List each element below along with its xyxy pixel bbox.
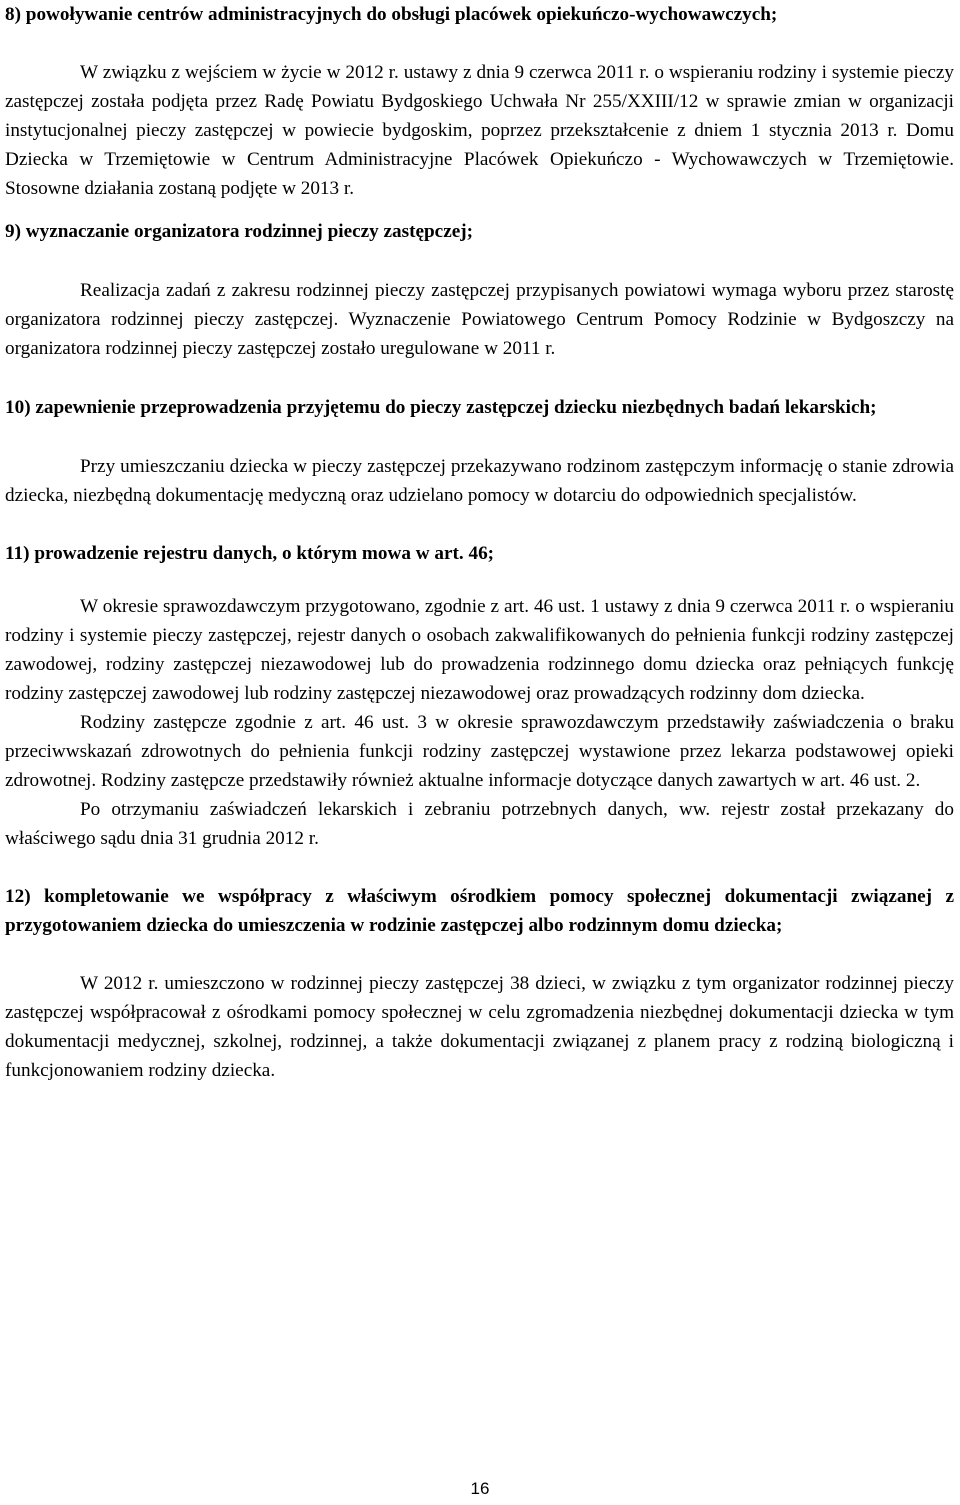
section-8 — [5, 0, 954, 203]
section-paragraph: W 2012 r. umieszczono w rodzinnej pieczy zastępczej 38 dzieci, w związku z tym organizator rodzinnej pieczy zastępczej współpracował z ośrodkami pomocy społecznej w celu zgromadzenia niezbędnej dokumentacji dziecka w tym dokumentacji medycznej, szkolnej, rodzinnej, a także dokumentacji związanej z planem pracy z rodziną biologiczną i funkcjonowaniem rodziny dziecka. — [5, 973, 954, 1081]
page-number: 16 — [470, 1479, 490, 1498]
section-9 — [5, 203, 954, 363]
section-10 — [5, 363, 954, 510]
section-paragraph: Po otrzymaniu zaświadczeń lekarskich i zebraniu potrzebnych danych, ww. rejestr został przekazany do właściwego sądu dnia 31 grudnia 2012 r. — [5, 799, 954, 849]
section-paragraph: Przy umieszczaniu dziecka w pieczy zastępczej przekazywano rodzinom zastępczym informację o stanie zdrowia dziecka, niezbędną dokumentację medyczną oraz udzielano pomocy w dotarciu do odpowiednich specjalistów. — [5, 456, 954, 506]
section-paragraph: W związku z wejściem w życie w 2012 r. ustawy z dnia 9 czerwca 2011 r. o wspieraniu rodziny i systemie pieczy zastępczej została podjęta przez Radę Powiatu Bydgoskiego Uchwała Nr 255/XXIII/12 w sprawie zmian w organizacji instytucjonalnej pieczy zastępczej w powiecie bydgoskim, poprzez przekształcenie z dniem 1 stycznia 2013 r. Domu Dziecka w Trzemiętowie w Centrum Administracyjne Placówek Opiekuńczo - Wychowawczych w Trzemiętowie. Stosowne działania zostaną podjęte w 2013 r. — [5, 62, 954, 199]
section-paragraph: Realizacja zadań z zakresu rodzinnej pieczy zastępczej przypisanych powiatowi wymaga wyboru przez starostę organizatora rodzinnej pieczy zastępczej. Wyznaczenie Powiatowego Centrum Pomocy Rodzinie w Bydgoszczy na organizatora rodzinnej pieczy zastępczej zostało uregulowane w 2011 r. — [5, 280, 954, 359]
section-heading: 9) wyznaczanie organizatora rodzinnej pieczy zastępczej; — [5, 221, 474, 242]
section-heading: 11) prowadzenie rejestru danych, o którym mowa w art. 46; — [5, 543, 495, 564]
section-12 — [5, 853, 954, 1085]
section-paragraph: W okresie sprawozdawczym przygotowano, zgodnie z art. 46 ust. 1 ustawy z dnia 9 czerwca 2011 r. o wspieraniu rodziny i systemie pieczy zastępczej, rejestr danych o osobach zakwalifikowanych do pełnienia funkcji rodziny zastępczej zawodowej, rodziny zastępczej niezawodowej lub do prowadzenia rodzinnego domu dziecka oraz pełniących funkcję rodziny zastępczej zawodowej lub rodziny zastępczej niezawodowej oraz prowadzących rodzinny dom dziecka. — [5, 596, 954, 704]
section-11 — [5, 510, 954, 853]
section-paragraph: Rodziny zastępcze zgodnie z art. 46 ust. 3 w okresie sprawozdawczym przedstawiły zaświadczenia o braku przeciwwskazań zdrowotnych do pełnienia funkcji rodziny zastępczej wystawione przez lekarza podstawowej opieki zdrowotnej. Rodziny zastępcze przedstawiły również aktualne informacje dotyczące danych zawartych w art. 46 ust. 2. — [5, 712, 954, 791]
section-heading: 10) zapewnienie przeprowadzenia przyjętemu do pieczy zastępczej dziecku niezbędnych badań lekarskich; — [5, 397, 877, 418]
section-heading: 12) kompletowanie we współpracy z właściwym ośrodkiem pomocy społecznej dokumentacji związanej z przygotowaniem dziecka do umieszczenia w rodzinie zastępczej albo rodzinnym domu dziecka; — [5, 886, 954, 936]
section-heading: 8) powoływanie centrów administracyjnych do obsługi placówek opiekuńczo-wychowawczych; — [5, 4, 778, 25]
